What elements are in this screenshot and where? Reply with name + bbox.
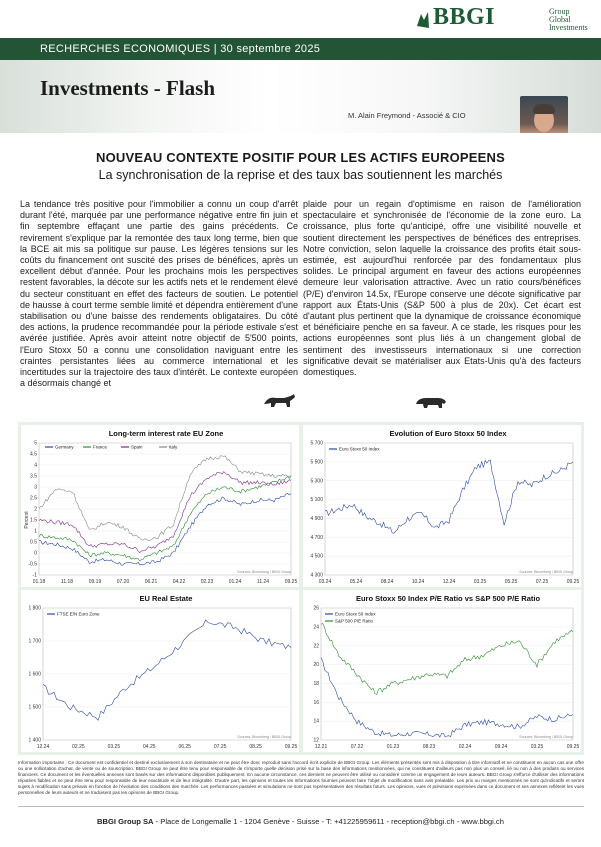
header-banner <box>0 38 601 133</box>
body-column-left <box>20 199 298 389</box>
x-tick-label: 11.24 <box>256 579 270 585</box>
y-tick-label: 5 <box>34 440 37 447</box>
y-tick-label: 4.5 <box>30 451 37 458</box>
chart-title: Euro Stoxx 50 Index P/E Ratio vs S&P 500 P/E Ratio <box>355 594 541 603</box>
chart-title: Evolution of Euro Stoxx 50 Index <box>389 429 507 438</box>
x-tick-label: 01.24 <box>228 579 242 585</box>
rates-axes <box>28 441 297 585</box>
banner-bar <box>0 38 601 60</box>
chart-source: Sources: Bloomberg / BBGI Group <box>237 570 291 574</box>
x-tick-label: 09.25 <box>284 579 298 585</box>
chart-source: Sources: Bloomberg / BBGI Group <box>519 570 573 574</box>
y-axis-label: Percent <box>24 511 30 529</box>
series-line-0 <box>43 620 291 720</box>
logo-sub-investments: Investments <box>549 23 588 32</box>
footer-divider <box>18 806 584 807</box>
chart-long-term-rates <box>21 425 299 587</box>
article-subtitle: La synchronisation de la reprise et des taux bas soutiennent les marchés <box>98 168 503 182</box>
x-tick-label: 04.22 <box>172 579 186 585</box>
plot-frame <box>325 443 573 575</box>
stoxx-lines <box>325 460 573 533</box>
y-tick-label: 0.5 <box>30 539 37 546</box>
x-tick-label: 04.25 <box>143 744 156 750</box>
legend-label: Euro Stoxx 50 Index <box>339 446 380 452</box>
flash-title: Investments - Flash <box>40 76 216 100</box>
body-text-left: La tendance très positive pour l'immobilier a connu un coup d'arrêt durant l'été, marquée par une performance négative entre fin juin et fin septembre effaçant une partie des gains précédents. Ce revirement s'explique par la remontée des taux long terme, bien que la BCE ait mis sa politique sur pause. Les légères tensions sur les coûts du financement ont suscité des prises de bénéfices, après un excellent début d'année. Pour les prochains mois les perspectives restent favorables, la décote sur les actifs nets et le rendement élevé du secteur constituant en effet des facteurs de soutien. Le potentiel de hausse à court terme semble limité et dépendra entièrement d'une stabilisation ou d'une baisse des rendements obligataires. Du côté des actions, la prudence recommandée pour la période estivale s'est avérée justifiée. Après avoir atteint notre objectif de 5'500 points, l'Euro Stoxx 50 a connu une consolidation naviguant entre les craintes persistantes liées au commerce international et les incertitudes sur la trajectoire des taux d'intérêt. Le contexte européen a désormais changé et <box>20 199 298 389</box>
x-tick-label: 09.25 <box>566 744 580 750</box>
bull-icon <box>262 392 298 410</box>
rates-lines <box>39 456 291 566</box>
y-tick-label: 4 700 <box>310 534 323 541</box>
y-tick-label: 22 <box>313 643 319 650</box>
y-tick-label: 3.5 <box>30 473 37 480</box>
re-axes <box>28 606 297 750</box>
y-tick-label: 4 900 <box>310 516 323 523</box>
y-tick-label: 1.5 <box>30 517 37 524</box>
chart-euro-stoxx <box>303 425 581 587</box>
body-column-right <box>303 199 581 378</box>
x-tick-label: 03.25 <box>473 579 487 585</box>
pe-lines <box>321 624 573 738</box>
y-tick-label: 3 <box>34 484 37 491</box>
author-line: M. Alain Freymond - Associé & CIO <box>348 111 466 120</box>
y-tick-label: 20 <box>313 662 319 669</box>
x-tick-label: 02.23 <box>200 579 214 585</box>
y-tick-label: 16 <box>313 699 319 706</box>
x-tick-label: 12.24 <box>36 744 50 750</box>
x-tick-label: 07.25 <box>535 579 549 585</box>
series-date: RECHERCHES ECONOMIQUES | 30 septembre 2025 <box>40 43 321 55</box>
y-tick-label: 0 <box>34 550 37 557</box>
y-tick-label: 24 <box>313 624 319 631</box>
footer-contact[interactable]: - Place de Longemalle 1 - 1204 Genève - Suisse - T: +41225959611 - reception@bbgi.ch - www.bbgi.ch <box>153 817 504 826</box>
stoxx-axes <box>310 441 579 585</box>
photo-hair <box>533 104 555 114</box>
x-tick-label: 12.21 <box>314 744 328 750</box>
chart-pe-ratio <box>303 590 581 752</box>
y-tick-label: 18 <box>313 681 319 688</box>
y-tick-label: 14 <box>313 718 319 725</box>
chart-title: EU Real Estate <box>139 594 193 603</box>
author-photo <box>520 96 568 133</box>
x-tick-label: 07.25 <box>213 744 227 750</box>
y-tick-label: 5 100 <box>310 497 323 504</box>
legend-label: Spain <box>131 444 143 450</box>
pe-legend <box>325 612 376 624</box>
pe-axes <box>313 606 579 750</box>
x-tick-label: 10.24 <box>411 579 425 585</box>
logo-sub <box>549 8 588 32</box>
bull-bear-icon <box>415 8 431 32</box>
y-tick-label: 1 <box>34 528 37 535</box>
x-tick-label: 02.25 <box>72 744 85 750</box>
x-tick-label: 06.21 <box>144 579 158 585</box>
bbgi-logo[interactable] <box>415 6 595 36</box>
y-tick-label: 1 400 <box>28 737 41 744</box>
footer-company: BBGI Group SA <box>97 817 154 826</box>
y-tick-label: 4 300 <box>310 572 323 579</box>
y-tick-label: -0.5 <box>28 561 37 568</box>
x-tick-label: 08.23 <box>422 744 436 750</box>
stoxx-legend <box>329 447 380 452</box>
y-tick-label: 2.5 <box>30 495 37 502</box>
y-tick-label: 4 <box>34 462 37 469</box>
body-text-right: plaide pour un regain d'optimisme en raison de l'amélioration spectaculaire et synchronisée de l'économie de la zone euro. La croissance, plus forte qu'anticipé, offre une visibilité nouvelle et soutient directement les perspectives de bénéfices des entreprises. Notre conviction, selon laquelle la croissance des profits était sous-estimée, est aujourd'hui renforcée par des fondamentaux plus solides. Le principal argument en faveur des actions européennes demeure leur valorisation attractive. Avec un ratio cours/bénéfices (P/E) d'environ 14.5x, l'Europe conserve une décote significative par rapport aux États-Unis (S&P 500 à plus de 20x). Cet écart est d'autant plus pertinent que la dynamique de croissance économique et bénéficiaire penche en sa faveur. A ce stade, les risques pour les actions européennes sont plus liés à un changement global de sentiment des investisseurs internationaux si une correction significative devait se matérialiser aux Etats-Unis qu'à des facteurs domestiques. <box>303 199 581 378</box>
x-tick-label: 02.24 <box>458 744 472 750</box>
x-tick-label: 05.25 <box>504 579 518 585</box>
y-tick-label: 5 300 <box>310 478 323 485</box>
chart-source: Sources: Bloomberg / BBGI Group <box>237 735 291 739</box>
y-tick-label: 5 500 <box>310 459 323 466</box>
series-line-1 <box>321 624 573 695</box>
bear-icon <box>414 394 448 410</box>
chart-title: Long-term interest rate EU Zone <box>108 429 224 438</box>
x-tick-label: 09.19 <box>88 579 102 585</box>
logo-sub-global: Global <box>549 15 571 24</box>
legend-label: S&P 500 P/E Ratio <box>335 618 373 624</box>
series-line-0 <box>325 460 573 533</box>
x-tick-label: 06.25 <box>178 744 191 750</box>
legend-label: FTSE E/N Euro Zone <box>57 611 100 617</box>
x-tick-label: 08.24 <box>380 579 394 585</box>
article-title: NOUVEAU CONTEXTE POSITIF POUR LES ACTIFS EUROPEENS <box>96 150 505 165</box>
y-tick-label: 26 <box>313 605 319 612</box>
series-line-2 <box>39 472 291 553</box>
footer <box>0 817 601 826</box>
y-tick-label: -1 <box>32 572 37 579</box>
legend-label: France <box>93 444 108 450</box>
re-legend <box>47 612 100 617</box>
x-tick-label: 03.24 <box>318 579 332 585</box>
chart-eu-real-estate <box>21 590 299 752</box>
y-tick-label: 1 800 <box>28 605 41 612</box>
x-tick-label: 07.20 <box>116 579 130 585</box>
y-tick-label: 5 700 <box>310 440 323 447</box>
rates-legend <box>45 445 178 450</box>
legend-label: Italy <box>169 444 178 450</box>
chart-source: Sources: Bloomberg / BBGI Group <box>519 735 573 739</box>
y-tick-label: 1 700 <box>28 638 41 645</box>
x-tick-label: 09.24 <box>494 744 508 750</box>
x-tick-label: 07.22 <box>350 744 364 750</box>
y-tick-label: 12 <box>313 737 319 744</box>
legend-label: Euro Stoxx 50 Index <box>335 611 376 617</box>
x-tick-label: 08.25 <box>249 744 262 750</box>
logo-main: BBGI <box>433 4 496 30</box>
x-tick-label: 11.18 <box>60 579 74 585</box>
legend-label: Germany <box>55 444 74 450</box>
series-line-0 <box>321 658 573 737</box>
y-tick-label: 4 500 <box>310 553 323 560</box>
top-strip <box>0 0 601 38</box>
x-tick-label: 01.23 <box>386 744 400 750</box>
y-tick-label: 1 600 <box>28 671 41 678</box>
x-tick-label: 12.24 <box>442 579 456 585</box>
x-tick-label: 01.18 <box>32 579 46 585</box>
x-tick-label: 09.25 <box>566 579 580 585</box>
y-tick-label: 1 500 <box>28 704 41 711</box>
x-tick-label: 03.25 <box>530 744 544 750</box>
x-tick-label: 05.24 <box>349 579 363 585</box>
re-lines <box>43 620 291 720</box>
x-tick-label: 09.25 <box>284 744 298 750</box>
series-line-1 <box>39 476 291 561</box>
x-tick-label: 03.25 <box>107 744 121 750</box>
logo-sub-group: Group <box>549 7 570 16</box>
disclaimer: Information importante : Ce document est confidentiel et destiné exclusivement à son destinataire et ne peut être donc reproduit sans l'accord écrit explicite de BBGI Group. Les éléments présentés sont mis à disposition à titre informatif et ne constituent en aucun cas une offre ou une sollicitation d'achat, de vente ou de souscription. BBGI Group ne peut être tenu pour responsable de n'importe quelle décision prise sur la base des informations mentionnées, qui ne constituent d'ailleurs pas non plus un conseil, lié ou non à des produits ou services financiers. Ce document et les éventuelles annexes sont basés sur des informations disponibles publiquement. En aucune circonstance, ces derniers ne peuvent être utilisé ou considéré comme un engagement de leurs auteurs. BBGI Group s'efforce d'utiliser des informations réputées fiables et ne peut être tenu pour responsable de leur exactitude et de leur intégralité. D'autre part, les opinions et toutes les informations fournies peuvent faire l'objet de modification sans avis préalable. Les prix ou marges mentionnés ne sont qu'indicatifs et seront sujets à modification sans préavis en fonction de l'évolution des conditions des marchés. Les performances passées et simulations ne sont pas représentatives des résultats futurs. Les opinions, vues et prévisions exprimées dans ce document et ses annexes reflètent les vues personnelles de leurs auteurs et ne traduisent pas les opinions de BBGI Group. <box>18 760 584 795</box>
y-tick-label: 2 <box>34 506 37 513</box>
